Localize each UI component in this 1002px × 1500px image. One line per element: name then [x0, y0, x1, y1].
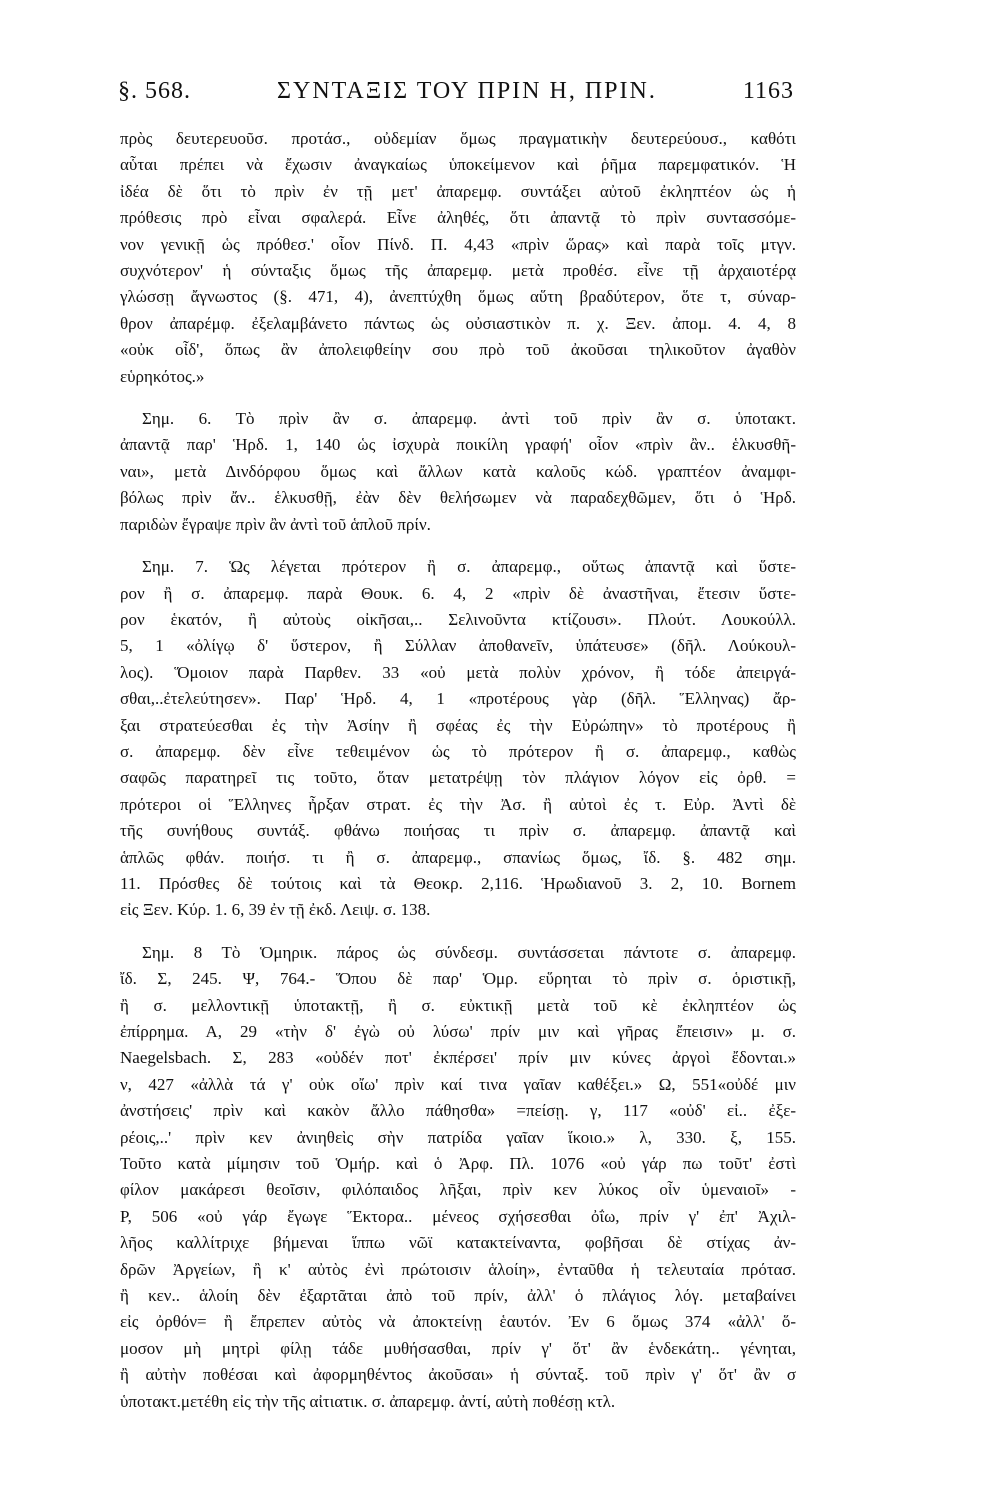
- text-line: συχνότερον' ἡ σύνταξις ὅμως τῆς ἀπαρεμφ. μετὰ προθέσ. εἶνε τῇ ἀρχαιοτέρᾳ: [120, 261, 796, 281]
- text-line: λῆος καλλίτριχε βήμεναι ἵππω νῶϊ κατακτείναντα, φοβῆσαι δὲ στίχας ἀν-: [120, 1233, 796, 1253]
- text-line: εἰς Ξεν. Κύρ. 1. 6, 39 ἐν τῇ ἐκδ. Λειψ. σ. 138.: [120, 900, 431, 920]
- text-line: ἰδέα δὲ ὅτι τὸ πρὶν ἐν τῇ μετ' ἀπαρεμφ. συντάξει αὐτοῦ ἐκληπτέον ὡς ἡ: [120, 181, 796, 201]
- text-line: ναι», μετὰ Δινδόρφου ὅμως καὶ ἄλλων κατὰ καλοῦς κώδ. γραπτέον ἀναμφι-: [120, 461, 796, 481]
- text-line: ἢ αὐτὴν ποθέσαι καὶ ἀφορμηθέντος ἀκοῦσαι» ἡ σύνταξ. τοῦ πρὶν γ' ὅτ' ἂν σ: [120, 1365, 796, 1385]
- text-line: ἁπλῶς φθάν. ποιήσ. τι ἢ σ. ἀπαρεμφ., σπανίως ὅμως, ἴδ. §. 482 σημ.: [120, 847, 796, 867]
- paragraph: [120, 406, 796, 538]
- text-line: δρῶν Ἀργείων, ἢ κ' αὐτὸς ἐνὶ πρώτοισιν ἁλοίη», ἐνταῦθα ἡ τελευταία πρότασ.: [120, 1259, 796, 1279]
- text-line: ἢ σ. μελλοντικῇ ὑποτακτῇ, ἢ σ. εὐκτικῇ μετὰ τοῦ κὲ ἐκληπτέον ὡς: [120, 995, 796, 1015]
- section-number: §. 568.: [118, 78, 191, 104]
- text-line: ἐπίρρημα. Α, 29 «τὴν δ' ἐγὼ οὐ λύσω' πρίν μιν καὶ γῆρας ἔπεισιν» μ. σ.: [120, 1022, 796, 1041]
- text-line: γλώσσῃ ἄγνωστος (§. 471, 4), ἀνεπτύχθη ὅμως αὕτη βραδύτερον, ὅτε τ, σύναρ-: [120, 287, 796, 307]
- paragraph: [120, 554, 796, 924]
- text-line: ρέοις,..' πρὶν κεν ἀνιηθεὶς σὴν πατρίδα γαῖαν ἵκοιο.» λ, 330. ξ, 155.: [120, 1127, 796, 1147]
- text-line: θρον ἀπαρέμφ. ἐξελαμβάνετο πάντως ὡς οὐσιαστικὸν π. χ. Ξεν. ἀπομ. 4. 4, 8: [120, 313, 796, 333]
- text-line: 11. Πρόσθες δὲ τούτοις καὶ τὰ Θεοκρ. 2,116. Ἡρωδιανοῦ 3. 2, 10. Bornem: [120, 873, 796, 893]
- text-line: πρόθεσις πρὸ εἶναι σφαλερά. Εἶνε ἀληθές, ὅτι ἀπαντᾷ τὸ πρὶν συντασσόμε-: [120, 208, 796, 228]
- text-line: μοσον μὴ μητρὶ φίλῃ τάδε μυθήσασθαι, πρίν γ' ὅτ' ἂν ἑνδεκάτη.. γένηται,: [120, 1338, 796, 1358]
- text-line: λος). Ὅμοιον παρὰ Παρθεν. 33 «οὐ μετὰ πολὺν χρόνον, ἢ τόδε ἀπειργά-: [120, 662, 796, 682]
- text-line: Naegelsbach. Σ, 283 «οὐδέν ποτ' ἐκπέρσει' πρίν μιν κύνες ἀργοὶ ἔδονται.»: [120, 1048, 796, 1068]
- text-line: Σημ. 8 Τὸ Ὁμηρικ. πάρος ὡς σύνδεσμ. συντάσσεται πάντοτε σ. ἀπαρεμφ.: [142, 942, 796, 962]
- text-line: φίλον μακάρεσι θεοῖσιν, φιλόπαιδος λῆξαι, πρὶν κεν λύκος οἶν ὑμεναιοῖ» -: [120, 1180, 796, 1200]
- text-line: σ. ἀπαρεμφ. δὲν εἶνε τεθειμένον ὡς τὸ πρότερον ἢ σ. ἀπαρεμφ., καθὼς: [120, 741, 796, 761]
- text-line: ἢ κεν.. ἁλοίη δὲν ἐξαρτᾶται ἀπὸ τοῦ πρίν, ἀλλ' ὁ πλάγιος λόγ. μεταβαίνει: [120, 1286, 796, 1306]
- text-line: εὑρηκότος.»: [120, 366, 205, 386]
- page-body: [120, 126, 796, 1415]
- text-line: νον γενικῇ ὡς πρόθεσ.' οἷον Πίνδ. Π. 4,43 «πρὶν ὥρας» καὶ παρὰ τοῖς μτγν.: [120, 234, 796, 254]
- running-title: ΣΥΝΤΑΞΙΣ ΤΟΥ ΠΡΙΝ Η, ΠΡΙΝ.: [277, 78, 657, 104]
- text-line: Σημ. 6. Τὸ πρὶν ἂν σ. ἀπαρεμφ. ἀντὶ τοῦ πρὶν ἂν σ. ὑποτακτ.: [142, 409, 796, 429]
- text-line: πρὸς δευτερευοῦσ. προτάσ., οὐδεμίαν ὅμως πραγματικὴν δευτερεύουσ., καθότι: [120, 129, 796, 148]
- text-line: εἰς ὀρθόν= ἢ ἔπρεπεν αὐτὸς νὰ ἀποκτείνῃ ἑαυτόν. Ἐν 6 ὅμως 374 «ἀλλ' ὅ-: [120, 1312, 796, 1332]
- running-header: [118, 78, 794, 114]
- text-line: ὑποτακτ.μετέθη εἰς τὴν τῆς αἰτιατικ. σ. ἀπαρεμφ. ἀντί, αὐτὴ ποθέσῃ κτλ.: [120, 1391, 616, 1411]
- text-line: σαφῶς παρατηρεῖ τις τοῦτο, ὅταν μετατρέψῃ τὸν πλάγιον λόγον εἰς ὀρθ. =: [120, 768, 796, 788]
- page-number: 1163: [742, 78, 794, 104]
- text-line: ἴδ. Σ, 245. Ψ, 764.- Ὅπου δὲ παρ' Ὁμρ. εὕρηται τὸ πρὶν σ. ὁριστικῇ,: [120, 969, 796, 989]
- text-line: Σημ. 7. Ὡς λέγεται πρότερον ἢ σ. ἀπαρεμφ., οὕτως ἀπαντᾷ καὶ ὕστε-: [142, 557, 796, 577]
- text-line: ρον ἑκατόν, ἢ αὐτοὺς οἰκῆσαι,.. Σελινοῦντα κτίζουσι». Πλούτ. Λουκούλλ.: [120, 609, 796, 629]
- text-line: 5, 1 «ὀλίγῳ δ' ὕστερον, ἢ Σύλλαν ἀποθανεῖν, ὑπάτευσε» (δῆλ. Λούκουλ-: [120, 636, 796, 656]
- text-line: ἀνστήσεις' πρὶν καὶ κακὸν ἄλλο πάθησθα» =πείσῃ. γ, 117 «οὐδ' εἰ.. ἐξε-: [120, 1101, 796, 1121]
- text-line: «οὐκ οἶδ', ὅπως ἂν ἀπολειφθείην σου πρὸ τοῦ ἀκοῦσαι τηλικοῦτον ἀγαθὸν: [120, 340, 796, 360]
- text-line: Ρ, 506 «οὐ γάρ ἔγωγε Ἕκτορα.. μένεος σχήσεσθαι ὀΐω, πρίν γ' ἐπ' Ἀχιλ-: [120, 1206, 796, 1226]
- paragraph: [120, 126, 796, 390]
- text-line: ξαι στρατεύεσθαι ἐς τὴν Ἀσίην ἢ σφέας ἐς τὴν Εὐρώπην» τὸ προτέρους ἢ: [120, 715, 796, 735]
- text-line: βόλως πρὶν ἄν.. ἑλκυσθῇ, ἐὰν δὲν θελήσωμεν νὰ παραδεχθῶμεν, ὅτι ὁ Ἡρδ.: [120, 488, 796, 508]
- text-line: παριδὼν ἔγραψε πρὶν ἂν ἀντὶ τοῦ ἁπλοῦ πρίν.: [120, 514, 431, 534]
- text-line: ἀπαντᾷ παρ' Ἡρδ. 1, 140 ὡς ἰσχυρὰ ποικίλη γραφή' οἷον «πρὶν ἂν.. ἑλκυσθῆ-: [120, 435, 796, 455]
- text-line: σθαι,..ἐτελεύτησεν». Παρ' Ἡρδ. 4, 1 «προτέρους γὰρ (δῆλ. Ἕλληνας) ἄρ-: [120, 689, 796, 709]
- text-line: πρότεροι οἱ Ἕλληνες ἦρξαν στρατ. ἐς τὴν Ἀσ. ἢ αὐτοὶ ἐς τ. Εὐρ. Ἀντὶ δὲ: [120, 794, 796, 814]
- text-line: ν, 427 «ἀλλὰ τά γ' οὐκ οἴω' πρὶν καί τινα γαῖαν καθέξει.» Ω, 551«οὐδέ μιν: [120, 1074, 796, 1094]
- text-line: Τοῦτο κατὰ μίμησιν τοῦ Ὁμήρ. καὶ ὁ Ἀρφ. Πλ. 1076 «οὐ γάρ πω τοῦτ' ἐστὶ: [120, 1154, 796, 1174]
- text-line: τῆς συνήθους συντάξ. φθάνω ποιήσας τι πρὶν σ. ἀπαρεμφ. ἀπαντᾷ καὶ: [120, 821, 796, 841]
- text-line: ρον ἢ σ. ἀπαρεμφ. παρὰ Θουκ. 6. 4, 2 «πρὶν δὲ ἀναστῆναι, ἔτεσιν ὕστε-: [120, 583, 796, 603]
- paragraph: [120, 940, 796, 1415]
- text-line: αὗται πρέπει νὰ ἔχωσιν ἀναγκαίως ὑποκείμενον καὶ ῥῆμα παρεμφατικόν. Ἡ: [120, 155, 796, 175]
